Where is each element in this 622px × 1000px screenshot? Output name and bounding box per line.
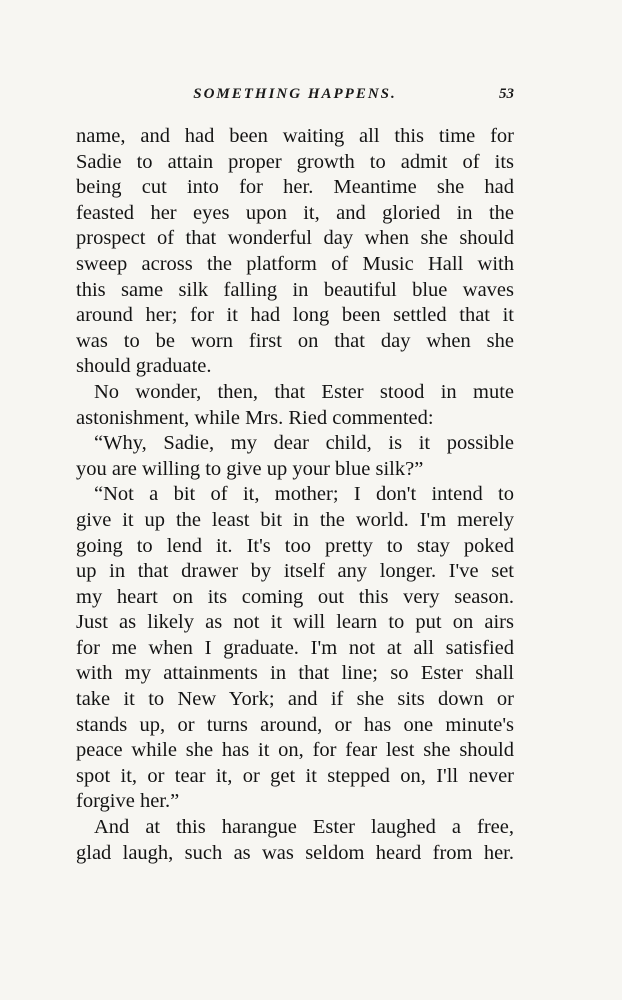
text-line: feasted her eyes upon it, and gloried in the [76,201,514,224]
text-line: should graduate. [76,355,212,378]
page-number: 53 [499,86,514,102]
text-line: astonishment, while Mrs. Ried commented: [76,406,434,429]
text-line: peace while she has it on, for fear lest she should [76,739,514,762]
text-line: take it to New York; and if she sits down or [76,688,514,711]
text-line: around her; for it had long been settled that it [76,304,514,327]
text-line: my heart on its coming out this very season. [76,585,514,608]
text-line: being cut into for her. Meantime she had [76,176,514,199]
text-line: for me when I graduate. I'm not at all satisfied [76,636,514,659]
text-line: “Not a bit of it, mother; I don't intend to [94,483,514,506]
text-line: up in that drawer by itself any longer. I've set [76,560,514,583]
text-line: spot it, or tear it, or get it stepped on, I'll never [76,764,514,787]
text-line: Sadie to attain proper growth to admit of its [76,150,514,173]
body-text [76,124,514,866]
text-line: “Why, Sadie, my dear child, is it possible [94,432,514,455]
text-line: No wonder, then, that Ester stood in mute [94,380,514,403]
text-line: this same silk falling in beautiful blue waves [76,278,514,301]
text-line: sweep across the platform of Music Hall with [76,252,514,275]
text-line: And at this harangue Ester laughed a free, [94,816,514,839]
text-line: going to lend it. It's too pretty to stay poked [76,534,514,557]
text-line: with my attainments in that line; so Ester shall [76,662,514,685]
text-line: glad laugh, such as was seldom heard from her. [76,841,514,864]
text-line: prospect of that wonderful day when she should [76,227,514,250]
text-line: forgive her.” [76,790,180,813]
text-line: Just as likely as not it will learn to put on airs [76,611,514,634]
text-line: you are willing to give up your blue silk?” [76,457,424,480]
text-line: stands up, or turns around, or has one minute's [76,713,514,736]
running-title: SOMETHING HAPPENS. [193,86,397,102]
text-line: give it up the least bit in the world. I'm merely [76,508,514,531]
text-line: name, and had been waiting all this time for [76,125,514,147]
text-line: was to be worn first on that day when she [76,329,514,352]
